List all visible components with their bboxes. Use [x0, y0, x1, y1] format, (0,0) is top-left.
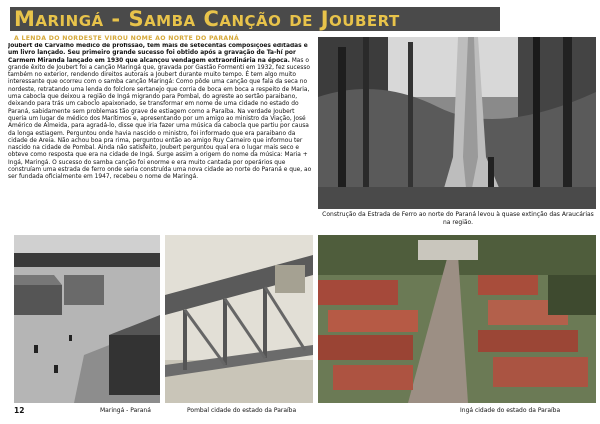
maringa-photo [14, 235, 160, 403]
inga-caption: Ingá cidade do estado da Paraíba [460, 407, 561, 414]
pombal-photo [165, 235, 313, 403]
page-subtitle: A LENDA DO NORDESTE VIROU NOME AO NORTE DO PARANÁ [14, 35, 240, 42]
maringa-caption: Maringá - Paraná [100, 407, 151, 414]
article-text [8, 43, 314, 233]
page-number: 12 [14, 406, 25, 415]
title-bar [10, 7, 500, 31]
article-lead: Joubert de Carvalho médico de profissão, tem mais de setecentas composições editadas e um livro lançado. Seu primeiro grande sucesso foi obtido após a gravação de Ta-hí por Carmem Miranda lançado em 1930 que alcançou vendagem extraordinária na época. [8, 43, 308, 64]
forest-photo [318, 37, 596, 209]
pombal-caption: Pombal cidade do estado da Paraíba [187, 407, 297, 414]
forest-caption: Construção da Estrada de Ferro ao norte do Paraná levou à quase extinção das Araucárias na região. [322, 211, 594, 226]
page-title: Maringá - Samba Canção de Joubert [14, 7, 400, 31]
article-body: Mas o grande êxito de Joubert foi a canção Maringá que, gravada por Gastão Formenti em 1932, fez sucesso também no exterior, rendendo direitos autorais a Joubert durante muito tempo. É tem algo muito interessante que ocorreu com o samba canção Maringá: Como pôde uma canção que fala da seca no nordeste, retratando uma lenda do folclore sertanejo que corria de boca em boca a respeito de Maria, uma cabocla que deixou a região de Ingá migrando para Pombal, do agreste ao sertão paraibano, deixando para trás um caboclo apaixonado, se transformar em nome de uma cidade no estado do Paraná, sabidamente sem problemas tão grave de estiagem como a Paraíba. Na verdade Joubert queria um lugar de médico dos Marítimos e, apresentando por um amigo ao ministro da Viação, José Américo de Almeida, para agradá-lo, disse que iria fazer uma música da cabocla que partiu por causa da longa estiagem. Perguntou onde havia nascido o ministro, foi informado que era paraibano da cidade de Areia. Não achou boa pra rima, perguntou então ao amigo Ruy Carneiro que informou ter nascido na cidade de Pombal. Ainda não satisfeito, Joubert perguntou qual era o lugar mais seco e obteve como resposta que era na cidade de Ingá. Surge assim a origem do nome da música: Maria + Ingá, Maringá. O sucesso do samba canção foi enorme e era muito cantada por operários que construíam uma estrada de ferro onde seria construída uma nova cidade ao norte do Paraná e que, ao ser fundada oficialmente em 1947, recebeu o nome de Maringá. [8, 57, 312, 181]
inga-photo [318, 235, 596, 403]
